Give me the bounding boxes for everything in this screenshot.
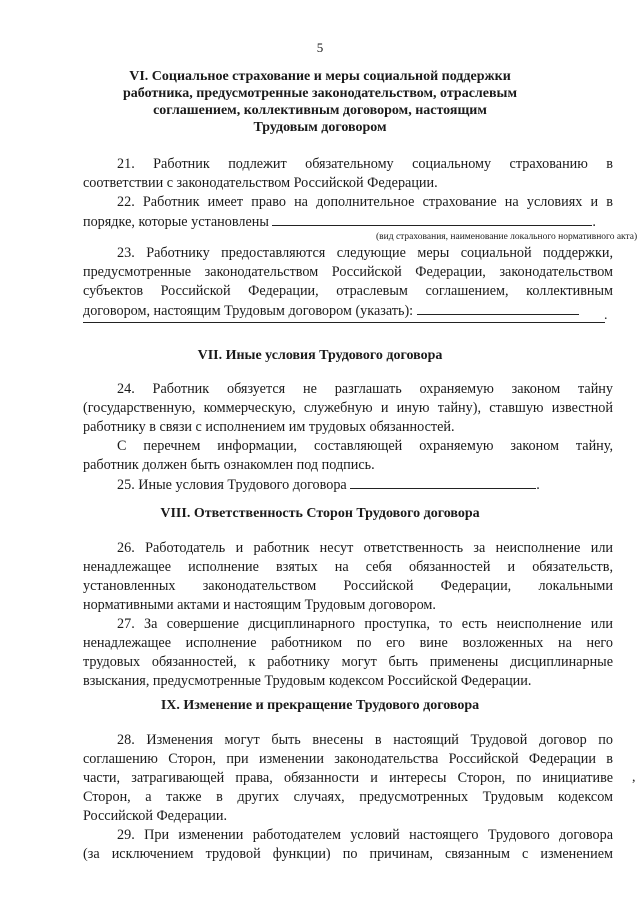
paragraph-24b-line-1: С перечнем информации, составляющей охраняемую законом тайну, (117, 438, 613, 454)
section-8-title: VIII. Ответственность Сторон Трудового договора (160, 506, 480, 521)
insurance-type-blank (272, 212, 592, 226)
paragraph-23-line-3: субъектов Российской Федерации, отраслевым соглашением, коллективным (83, 283, 613, 299)
paragraph-21-line-2: соответствии с законодательством Российской Федерации. (83, 175, 438, 191)
paragraph-28-line-4: Сторон, а также в других случаях, предусмотренных Трудовым кодексом (83, 789, 613, 805)
paragraph-23-line-1: 23. Работнику предоставляются следующие меры социальной поддержки, (117, 245, 613, 261)
paragraph-27-line-3: трудовых обязанностей, к работнику могут быть применены дисциплинарные (83, 654, 613, 670)
support-measures-blank (417, 301, 579, 315)
paragraph-26-line-3: установленных законодательством Российской Федерации, локальными (83, 578, 613, 594)
paragraph-27-line-1: 27. За совершение дисциплинарного проступка, то есть неисполнение или (117, 616, 613, 632)
page-number: 5 (316, 40, 324, 55)
paragraph-28-line-3: части, затрагивающей права, обязанности и интересы Сторон, по инициативе (83, 770, 613, 786)
section-6-title (80, 68, 560, 136)
paragraph-28-line-5: Российской Федерации. (83, 808, 228, 824)
paragraph-27-line-2: ненадлежащее исполнение работником по его вине возложенных на него (83, 635, 613, 651)
paragraph-25-text: 25. Иные условия Трудового договора (117, 477, 347, 493)
paragraph-22-line-2 (83, 212, 613, 231)
section-9-title: IX. Изменение и прекращение Трудового договора (160, 698, 480, 713)
other-conditions-blank (350, 475, 536, 489)
period-mark: . (592, 214, 596, 230)
section-6-title-line: работника, предусмотренные законодательством, отраслевым (122, 86, 518, 101)
paragraph-28-line-2: соглашению Сторон, при изменении законодательства Российской Федерации в (83, 751, 613, 767)
paragraph-24-line-3: работнику в связи с исполнением им трудовых обязанностей. (83, 419, 455, 435)
support-measures-blank-line (83, 322, 605, 323)
paragraph-24-line-1: 24. Работник обязуется не разглашать охраняемую законом тайну (117, 381, 613, 397)
insurance-hint: (вид страхования, наименование локального нормативного акта) (376, 232, 638, 242)
paragraph-24-line-2: (государственную, коммерческую, служебную и иную тайну), ставшую известной (83, 400, 613, 416)
section-6-title-line: VI. Социальное страхование и меры социальной поддержки (129, 69, 511, 84)
paragraph-26-line-4: нормативными актами и настоящим Трудовым договором. (83, 597, 436, 613)
paragraph-26-line-2: ненадлежащее исполнение взятых на себя обязанностей и обязательств, (83, 559, 613, 575)
section-6-title-line: соглашением, коллективным договором, настоящим (153, 103, 487, 118)
period-mark: . (536, 477, 540, 493)
paragraph-27-line-4: взыскания, предусмотренные Трудовым кодексом Российской Федерации. (83, 673, 532, 689)
paragraph-23-line-4 (83, 301, 613, 320)
paragraph-26-line-1: 26. Работодатель и работник несут ответственность за неисполнение или (117, 540, 613, 556)
paragraph-29-line-1: 29. При изменении работодателем условий настоящего Трудового договора (117, 827, 613, 843)
paragraph-21-line-1: 21. Работник подлежит обязательному социальному страхованию в (117, 156, 613, 172)
section-7-title: VII. Иные условия Трудового договора (197, 348, 443, 363)
paragraph-23-line-2: предусмотренные законодательством Российской Федерации, законодательством (83, 264, 613, 280)
margin-comma-mark: , (632, 770, 636, 785)
section-6-title-line: Трудовым договором (253, 120, 387, 135)
paragraph-24b-line-2: работник должен быть ознакомлен под подпись. (83, 457, 375, 473)
period-mark: . (604, 308, 608, 323)
paragraph-22-text: порядке, которые установлены (83, 214, 269, 230)
paragraph-25 (117, 475, 613, 494)
paragraph-22-line-1: 22. Работник имеет право на дополнительное страхование на условиях и в (117, 194, 613, 210)
paragraph-23-text: договором, настоящим Трудовым договором (указать): (83, 303, 414, 319)
paragraph-28-line-1: 28. Изменения могут быть внесены в настоящий Трудовой договор по (117, 732, 613, 748)
paragraph-29-line-2: (за исключением трудовой функции) по причинам, связанным с изменением (83, 846, 613, 862)
